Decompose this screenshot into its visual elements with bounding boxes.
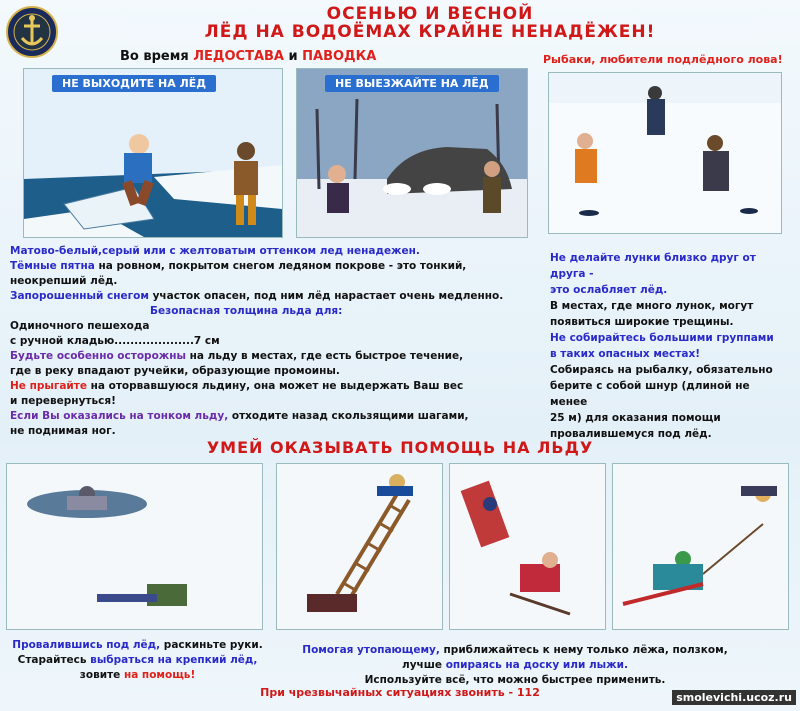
emergency-emblem-icon	[6, 6, 58, 58]
text-cracks: появиться широкие трещины.	[550, 316, 734, 328]
banner-do-not-drive-on-ice: НЕ ВЫЕЗЖАЙТЕ НА ЛЁД	[325, 75, 499, 92]
text-take-cord: берите с собой шнур (длиной не менее	[550, 380, 750, 408]
text-going-fishing: Собираясь на рыбалку, обязательно	[550, 364, 773, 376]
illustration-ladder-rescue	[276, 463, 443, 630]
poster-title-line-1: ОСЕНЬЮ И ВЕСНОЙ	[326, 4, 534, 24]
text-help-fallen: провалившемуся под лёд.	[550, 428, 712, 440]
text-no-lift-legs: не поднимая ног.	[10, 425, 116, 437]
fishermen-advice-text	[550, 250, 790, 442]
banner-do-not-go-on-ice: НЕ ВЫХОДИТЕ НА ЛЁД	[52, 75, 216, 92]
site-watermark: smolevichi.ucoz.ru	[672, 690, 796, 705]
caption-right: Помогая утопающему, приближайтесь к нему только лёжа, ползком, лучше опираясь на доску или лыжи. Используйте всё, что можно быстрее применить.	[302, 644, 728, 686]
emergency-call-footer: При чрезвычайных ситуациях звонить - 112	[260, 686, 540, 699]
illustration-ski-pole-rescue	[612, 463, 789, 630]
text-streams: где в реку впадают ручейки, образующие промоины.	[10, 365, 340, 377]
text-weakens-ice: это ослабляет лёд.	[550, 284, 668, 296]
text-single-pedestrian: Одиночного пешехода	[10, 320, 150, 332]
text-thin-ice: Если Вы оказались на тонком льду, отходите назад скользящими шагами,	[10, 410, 469, 422]
text-be-careful: Будьте особенно осторожны на льду в местах, где есть быстрое течение,	[10, 350, 464, 362]
help-section-title: УМЕЙ ОКАЗЫВАТЬ ПОМОЩЬ НА ЛЬДУ	[206, 438, 594, 457]
poster-title-line-2: ЛЁД НА ВОДОЁМАХ КРАЙНЕ НЕНАДЁЖЕН!	[204, 22, 656, 42]
text-line-matte-ice: Матово-белый,серый или с желтоватым оттенком лед ненадежен.	[10, 245, 420, 257]
text-line-fragile-ice: неокрепший лёд.	[10, 275, 118, 287]
text-with-hand-luggage: с ручной кладью....................7 см	[10, 335, 220, 347]
text-capsize: и перевернуться!	[10, 395, 116, 407]
text-safe-thickness: Безопасная толщина льда для:	[150, 305, 343, 317]
text-no-holes-close: Не делайте лунки близко друг от друга -	[550, 252, 756, 280]
text-do-not-jump: Не прыгайте на оторвавшуюся льдину, она может не выдержать Ваш вес	[10, 380, 464, 392]
text-line-dark-spots: Тёмные пятна на ровном, покрытом снегом ледяном покрове - это тонкий,	[10, 260, 467, 272]
period-subheading: Во время ЛЕДОСТАВА и ПАВОДКА	[120, 49, 377, 64]
fishermen-heading: Рыбаки, любители подлёдного лова!	[543, 53, 783, 66]
text-cord-length: 25 м) для оказания помощи	[550, 412, 721, 424]
illustration-ice-fishermen	[548, 72, 782, 234]
illustration-spread-arms	[6, 463, 263, 630]
illustration-car-on-ice	[296, 68, 528, 238]
illustration-falling-through-ice	[23, 68, 283, 238]
caption-left: Провалившись под лёд, раскиньте руки. Старайтесь выбраться на крепкий лёд, зовите на помощь!	[12, 639, 263, 681]
text-line-snowy-ice: Запорошенный снегом участок опасен, под ним лёд нарастает очень медленно.	[10, 290, 504, 302]
text-no-groups: Не собирайтесь большими группами	[550, 332, 774, 344]
illustration-crawling-rescue	[449, 463, 606, 630]
ice-safety-text	[10, 244, 530, 439]
text-dangerous-places: в таких опасных местах!	[550, 348, 700, 360]
text-many-holes: В местах, где много лунок, могут	[550, 300, 754, 312]
